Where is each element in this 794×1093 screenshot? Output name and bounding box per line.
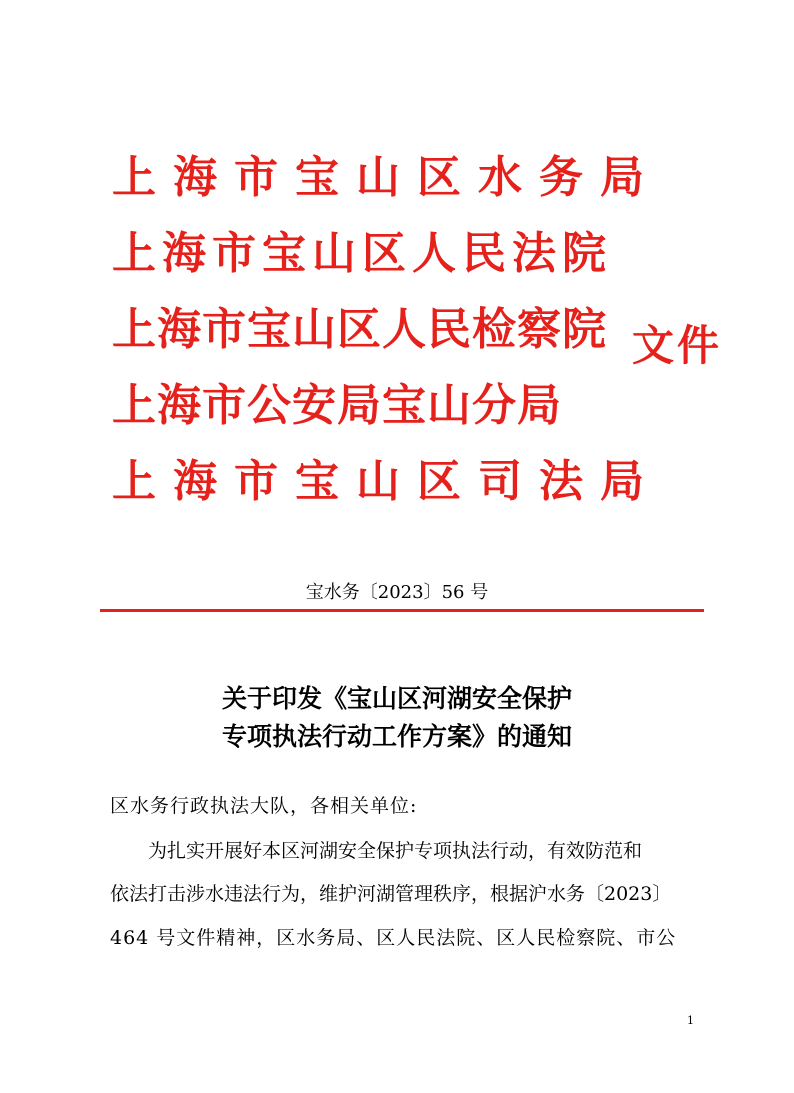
title-line-1: 关于印发《宝山区河湖安全保护 <box>221 684 572 713</box>
issuer-police-branch: 上海市公安局宝山分局 <box>112 380 562 431</box>
body-line-2: 依法打击涉水违法行为，维护河湖管理秩序，根据沪水务〔2023〕 <box>110 883 672 905</box>
page-number: 1 <box>687 1014 694 1027</box>
body-line-1: 为扎实开展好本区河湖安全保护专项执法行动，有效防范和 <box>148 840 643 862</box>
issuer-procuratorate: 上海市宝山区人民检察院 <box>112 304 607 355</box>
document-number: 宝水务〔2023〕56 号 <box>305 582 489 603</box>
issuer-court: 上海市宝山区人民法院 <box>112 228 612 279</box>
document-title <box>0 680 794 756</box>
file-word: 文件 <box>632 321 723 370</box>
red-divider <box>100 609 704 612</box>
body-line-3: 464 号文件精神，区水务局、区人民法院、区人民检察院、市公 <box>110 927 677 949</box>
title-line-2: 专项执法行动工作方案》的通知 <box>221 722 572 751</box>
issuer-block <box>112 150 661 530</box>
salutation: 区水务行政执法大队，各相关单位: <box>110 795 418 817</box>
issuer-justice-bureau: 上海市宝山区司法局 <box>112 456 661 507</box>
issuer-water-bureau: 上海市宝山区水务局 <box>112 152 661 203</box>
